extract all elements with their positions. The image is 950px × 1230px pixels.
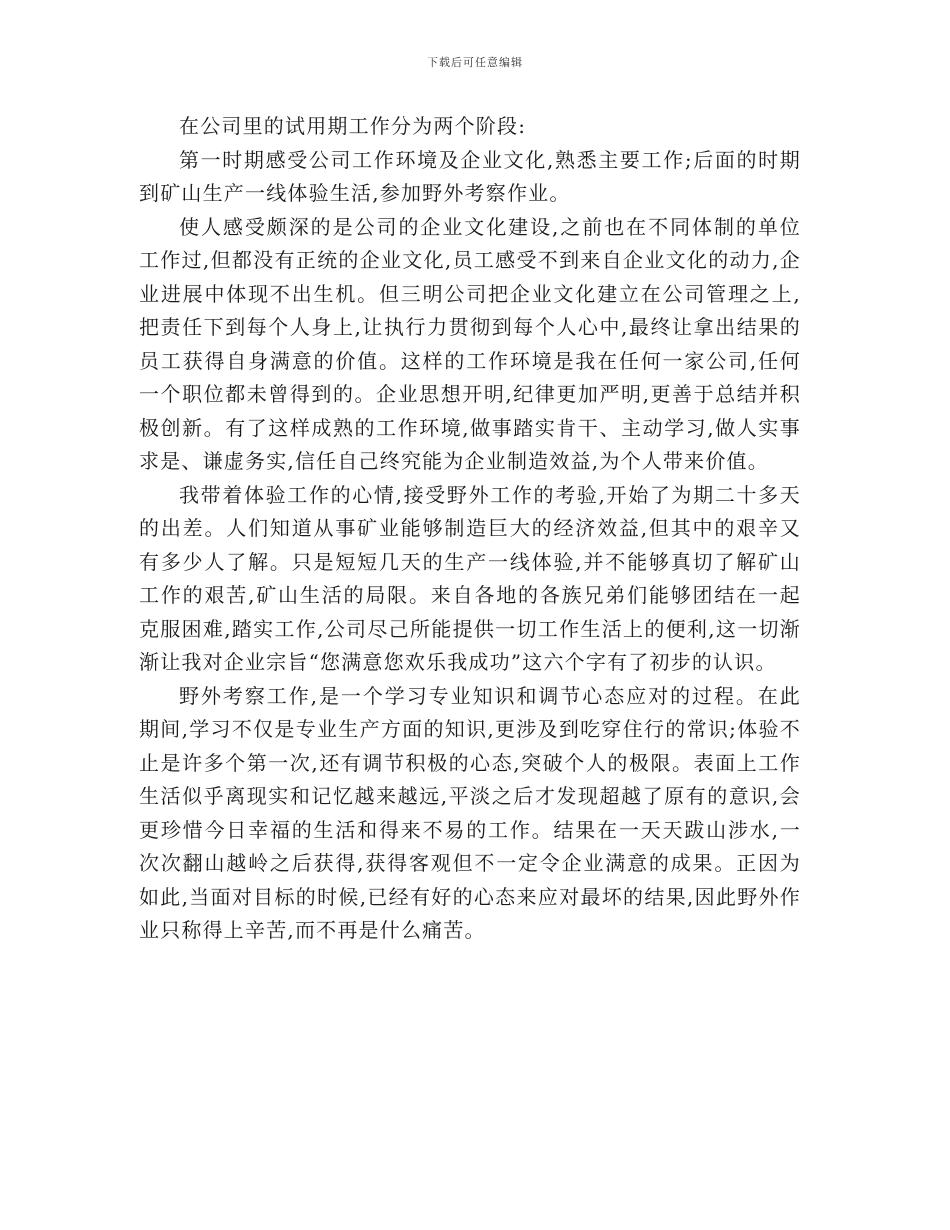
paragraph-3: 使人感受颇深的是公司的企业文化建设,之前也在不同体制的单位工作过,但都没有正统的企业文化,员工感受不到来自企业文化的动力,企业进展中体现不出生机。但三明公司把企业文化建立在公司管理之上,把责任下到每个人身上,让执行力贯彻到每个人心中,最终让拿出结果的员工获得自身满意的价值。这样的工作环境是我在任何一家公司,任何一个职位都未曾得到的。企业思想开明,纪律更加严明,更善于总结并积极创新。有了这样成熟的工作环境,做事踏实肯干、主动学习,做人实事求是、谦虚务实,信任自己终究能为企业制造效益,为个人带来价值。 (139, 214, 801, 473)
document-body (139, 110, 801, 948)
paragraph-4: 我带着体验工作的心情,接受野外工作的考验,开始了为期二十多天的出差。人们知道从事矿业能够制造巨大的经济效益,但其中的艰辛又有多少人了解。只是短短几天的生产一线体验,并不能够真切了解矿山工作的艰苦,矿山生活的局限。来自各地的各族兄弟们能够团结在一起克服困难,踏实工作,公司尽己所能提供一切工作生活上的便利,这一切渐渐让我对企业宗旨“您满意您欢乐我成功”这六个字有了初步的认识。 (139, 482, 801, 674)
paragraph-5: 野外考察工作,是一个学习专业知识和调节心态应对的过程。在此期间,学习不仅是专业生产方面的知识,更涉及到吃穿住行的常识;体验不止是许多个第一次,还有调节积极的心态,突破个人的极限。表面上工作生活似乎离现实和记忆越来越远,平淡之后才发现超越了原有的意识,会更珍惜今日幸福的生活和得来不易的工作。结果在一天天跋山涉水,一次次翻山越岭之后获得,获得客观但不一定令企业满意的成果。正因为如此,当面对目标的时候,已经有好的心态来应对最坏的结果,因此野外作业只称得上辛苦,而不再是什么痛苦。 (139, 683, 801, 942)
paragraph-1: 在公司里的试用期工作分为两个阶段: (179, 114, 527, 138)
header-note: 下载后可任意编辑 (427, 56, 523, 69)
paragraph-2: 第一时期感受公司工作环境及企业文化,熟悉主要工作;后面的时期到矿山生产一线体验生活,参加野外考察作业。 (139, 147, 801, 205)
